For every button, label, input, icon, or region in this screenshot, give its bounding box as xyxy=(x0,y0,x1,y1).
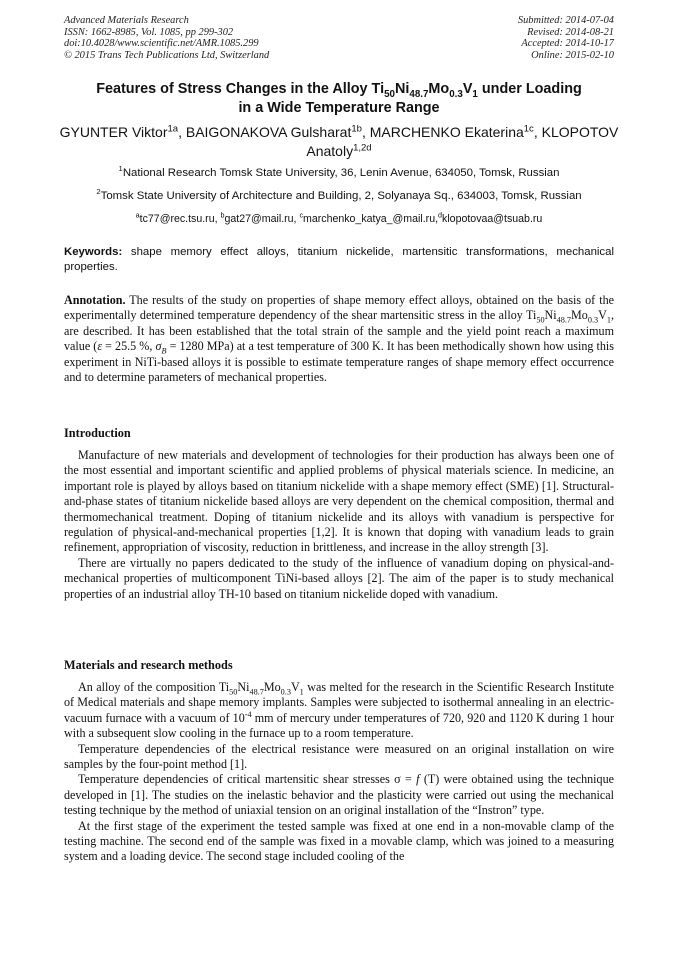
date-online: Online: 2015-02-10 xyxy=(531,49,614,61)
date-revised: Revised: 2014-08-21 xyxy=(527,26,614,38)
paragraph: Temperature dependencies of critical martensitic shear stresses σ = f (T) were obtained using the technique developed in [1]. The studies on the inelastic behavior and the plasticity were carried out using the mechanical testing technique by the method of uniaxial tension on an original installation of the “Instron” type. xyxy=(64,772,614,818)
paper-title: Features of Stress Changes in the Alloy $Ti_{50}Ni_{48.7}Mo_{0.3}V_1$ under Loading in a Wide Temperature Range xyxy=(96,81,582,116)
email-link[interactable]: marchenko_katya_@mail.ru, xyxy=(303,213,439,225)
date-accepted: Accepted: 2014-10-17 xyxy=(521,38,614,50)
journal-info xyxy=(64,15,269,61)
journal-name: Advanced Materials Research xyxy=(64,15,189,26)
annotation: Annotation. The results of the study on properties of shape memory effect alloys, obtained on the basis of the experimentally determined temperature dependency of the shear martensitic stress in the alloy $Ti_{50}Ni_{48.7}Mo_{0.3}V_1$, are described. It has been established that the total strain of the sample and the yield point reach a maximum value (ε = 25.5 %, $\sigma_B = 1280$ MPa) at a test temperature of 300 K. It has been methodically shown how using this experiment in NiTi-based alloys it is possible to estimate temperature ranges of shape memory effect occurrence and to determine parameters of mechanical properties. xyxy=(64,293,614,385)
journal-doi: doi:10.4028/www.scientific.net/AMR.1085.299 xyxy=(64,38,259,50)
annotation-label: Annotation. xyxy=(64,293,126,307)
introduction-body xyxy=(64,448,614,602)
section-heading-methods: Materials and research methods xyxy=(64,658,233,672)
section-heading-introduction: Introduction xyxy=(64,426,131,440)
keywords xyxy=(64,245,614,274)
author-name: GYUNTER Viktor xyxy=(59,124,168,140)
author-name: KLOPOTOV Anatoly xyxy=(306,124,619,159)
journal-copyright: © 2015 Trans Tech Publications Ltd, Switzerland xyxy=(64,49,270,61)
author-list: GYUNTER Viktor$^{1a}$, BAIGONAKOVA Gulsharat$^{1b}$, MARCHENKO Ekaterina$^{1c}$, KLOPOTOV Anatoly$^{1,2d}$ xyxy=(59,123,619,159)
paragraph: At the first stage of the experiment the tested sample was fixed at one end in a non-movable clamp of the testing machine. The second end of the sample was fixed in a movable clamp, which was joined to a measuring system and a loading device. The second stage included cooling of the xyxy=(64,818,614,864)
affiliation-2: $^2$Tomsk State University of Architecture and Building, 2, Solyanaya Sq., 634003, Tomsk, Russian xyxy=(96,187,582,202)
paragraph: Temperature dependencies of the electrical resistance were measured on an original installation on wire samples by the four-point method [1]. xyxy=(64,741,614,772)
paragraph: Manufacture of new materials and development of technologies for their production has always been one of the most essential and important scientific and applied problems of physical materials science. In medicine, an important role is played by alloys based on titanium nickelide with a shape memory effect (SME) [1]. Structural-and-phase states of titanium nickelide based alloys are very dependent on the chemical composition, thermal and thermomechanical treatment. Doping of titanium nickelide and its alloys with vanadium is perspective for regulation of physical-and-mechanical properties [1,2]. It is known that doping with vanadium leads to grain refinement, appropriation of viscosity, reduction in brittleness, and increase in the alloy strength [3]. xyxy=(64,448,614,555)
journal-issn: ISSN: 1662-8985, Vol. 1085, pp 299-302 xyxy=(64,26,234,38)
email-link[interactable]: gat27@mail.ru, xyxy=(224,213,300,225)
paragraph: An alloy of the composition $Ti_{50}Ni_{48.7}Mo_{0.3}V_1$ was melted for the research in the Scientific Research Institute of Medical materials and shape memory implants. Samples were subjected to isothermal annealing in an electric-vacuum furnace with a vacuum of $10^{-4}$ mm of mercury under temperatures of 720, 920 and 1120 K during 1 hour with a subsequent slow cooling in the furnace up to a room temperature. xyxy=(64,680,614,741)
paragraph: There are virtually no papers dedicated to the study of the influence of vanadium doping on physical-and-mechanical properties of multicomponent TiNi-based alloys [2]. The aim of the paper is to study mechanical properties of an industrial alloy TH-10 based on titanium nickelide doped with vanadium. xyxy=(64,555,614,601)
author-emails: $^a$tc77@rec.tsu.ru, $^b$gat27@mail.ru, $^c$marchenko_katya_@mail.ru,$^d$klopotovaa@tsuab.ru xyxy=(135,210,543,225)
methods-body xyxy=(64,680,614,865)
author-name: MARCHENKO Ekaterina xyxy=(369,124,524,140)
affiliation-1: $^1$National Research Tomsk State University, 36, Lenin Avenue, 634050, Tomsk, Russian xyxy=(118,164,560,179)
keywords-label: Keywords: xyxy=(64,246,123,258)
keywords-text: shape memory effect alloys, titanium nickelide, martensitic transformations, mechanical properties. xyxy=(64,246,614,273)
submission-dates xyxy=(518,15,614,61)
email-link[interactable]: tc77@rec.tsu.ru, xyxy=(139,213,221,225)
date-submitted: Submitted: 2014-07-04 xyxy=(517,15,614,26)
author-name: BAIGONAKOVA Gulsharat xyxy=(185,124,352,140)
email-link[interactable]: klopotovaa@tsuab.ru xyxy=(442,213,543,225)
